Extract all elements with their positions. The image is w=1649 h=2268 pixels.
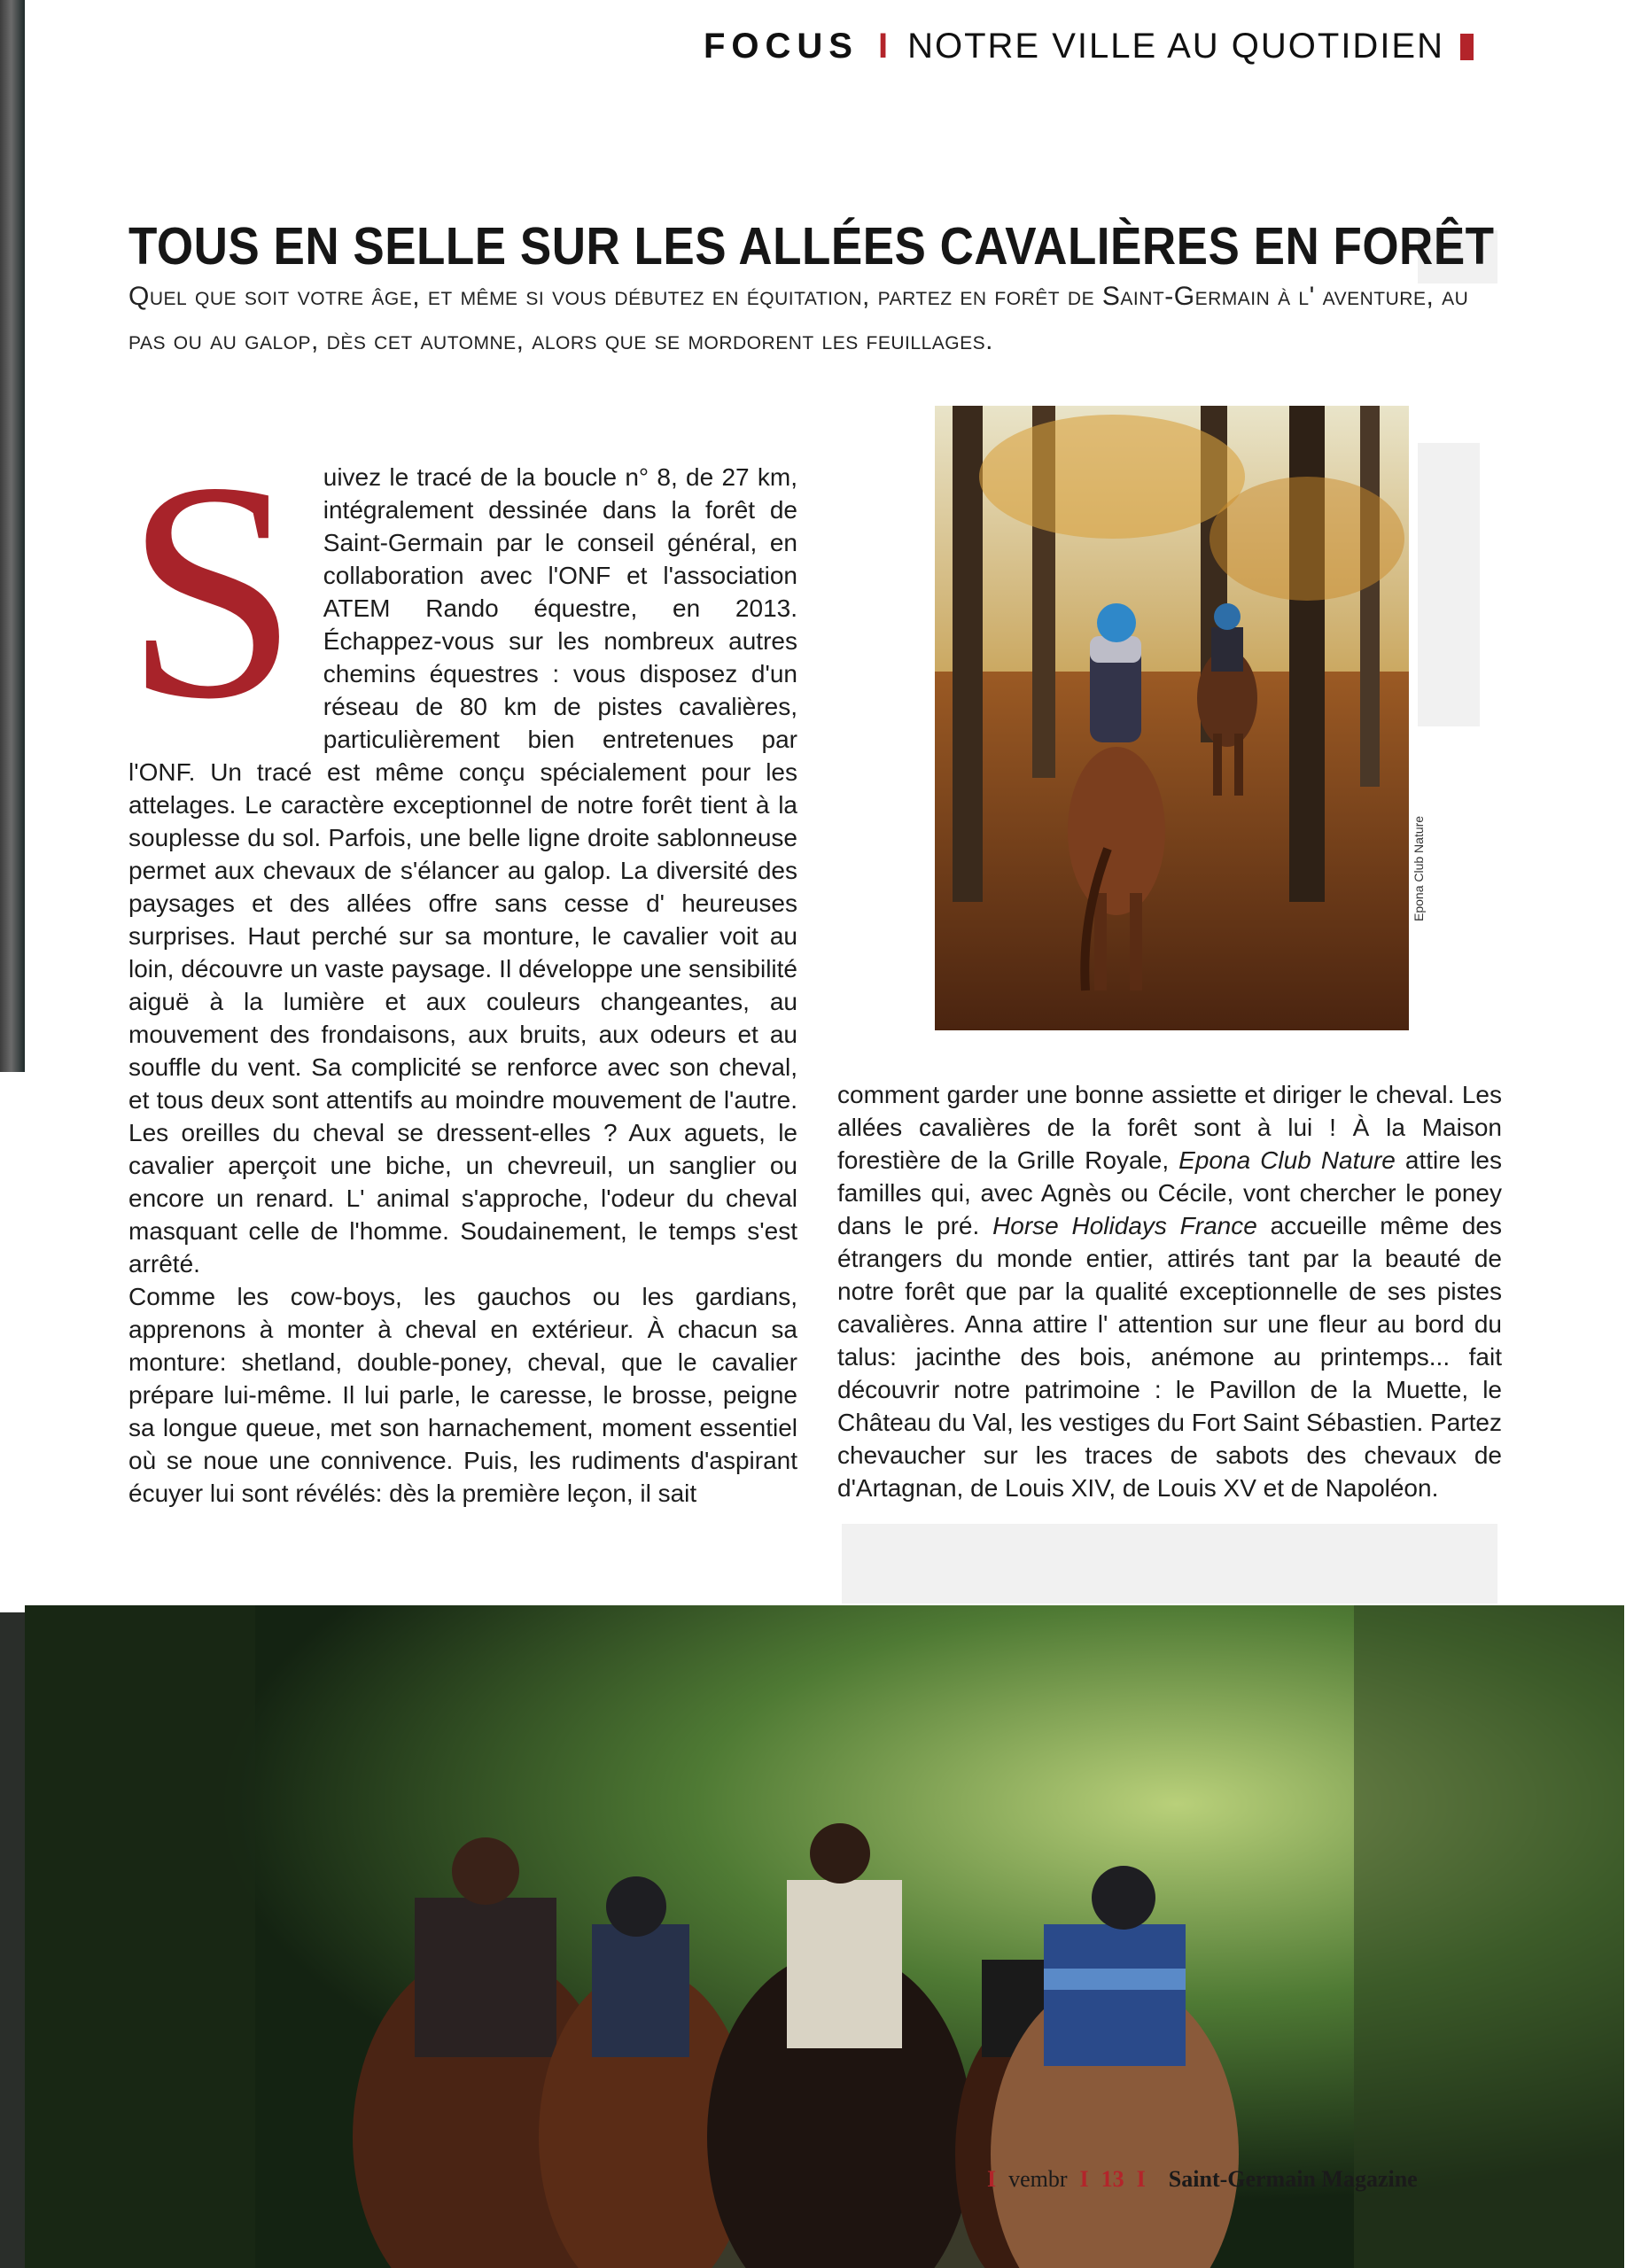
photo-credit: Epona Club Nature (1412, 815, 1426, 921)
photo-children-riding-ponies-autumn-forest (935, 406, 1409, 1030)
running-head (704, 27, 1474, 66)
article-paragraph-2: Comme les cow-boys, les gauchos ou les gardians, apprenons à monter à cheval en extérieur. À chacun sa monture: shetland, double-poney, cheval, que le cavalier prépare lui-même. Il lui parle, le caresse, le brosse, peigne sa longue queue, met son harnachement, moment essentiel où se noue une connivence. Puis, les rudiments d'aspirant écuyer lui sont révélés: dès la première leçon, il sait (128, 1283, 797, 1507)
page-footer (975, 2166, 1418, 2193)
holiday-name: Horse Holidays France (992, 1212, 1257, 1239)
section-topic: NOTRE VILLE AU QUOTIDIEN (907, 27, 1444, 66)
right-col-end: accueille même des étrangers du monde entier, attirés tant par la beauté de notre forêt que par la qualité exceptionnelle de ses pistes cavalières. Anna attire l' attention sur une fleur au bord du talus: jacinthe des bois, anémone au printemps... fait découvrir notre patrimoine : le Pavillon de la Muette, le Château du Val, les vestiges du Fort Saint Sébastien. Partez chevaucher sur les traces de sabots des chevaux de d'Artagnan, de Louis XIV, de Louis XV et de Napoléon. (837, 1212, 1502, 1502)
article-deck: Quel que soit votre âge, et même si vous débutez en équitation, partez en forêt de Saint-Germain à l' aventure, au pas ou au galop, dès cet automne, alors que se mordorent les feuillages. (128, 282, 1469, 355)
footer-month: vembr (1008, 2166, 1068, 2192)
section-divider: I (877, 27, 891, 66)
footer-divider: I (1136, 2166, 1146, 2192)
right-col-mid: attire les familles qui, avec Agnès ou Cécile, vont chercher le poney dans le pré. (837, 1146, 1502, 1239)
footer-divider: I (987, 2166, 997, 2192)
section-marker-square (1460, 34, 1474, 60)
article-paragraph-1: uivez le tracé de la boucle n° 8, de 27 km, intégralement dessinée dans la forêt de Saint-Germain par le conseil général, en collaboration avec l'ONF et l'association ATEM Rando équestre, en 2013. Échappez-vous sur les nombreux autres chemins équestres : vous disposez d'un réseau de 80 km de pistes cavalières, particulièrement bien entretenues par l'ONF. Un tracé est même conçu spécialement pour les attelages. Le caractère exceptionnel de notre forêt tient à la souplesse du sol. Parfois, une belle ligne droite sablonneuse permet aux chevaux de s'élancer au galop. La diversité des paysages et des allées offre sans cesse d' heureuses surprises. Haut perché sur sa monture, le cavalier voit au loin, découvre un vaste paysage. Il développe une sensibilité aiguë à la lumière et aux couleurs changeantes, au mouvement des frondaisons, aux bruits, aux odeurs et au souffle du vent. Sa complicité se renforce avec son cheval, et tous deux sont attentifs au moindre mouvement de l'autre. Les oreilles du cheval se dressent-elles ? Aux aguets, le cavalier aperçoit une biche, un chevreuil, un sanglier ou encore un renard. L' animal s'approche, l'odeur du cheval masquant celle de l'homme. Soudainement, le temps s'est arrêté. (128, 463, 797, 1278)
article-headline: TOUS EN SELLE SUR LES ALLÉES CAVALIÈRES EN FORÊT (128, 217, 1495, 276)
article-paragraph-3 (837, 1078, 1502, 1504)
article-column-left (125, 418, 797, 1510)
adjacent-page-edge (0, 0, 25, 1072)
article-column-right (837, 1078, 1502, 1504)
magazine-name: Saint-Germain Magazine (1168, 2166, 1418, 2192)
drop-cap: S (125, 418, 299, 764)
page-number: 13 (1101, 2166, 1124, 2192)
section-label: FOCUS (703, 27, 859, 66)
club-name: Epona Club Nature (1178, 1146, 1396, 1174)
footer-divider: I (1079, 2166, 1089, 2192)
showthrough-text (842, 1524, 1497, 1604)
adjacent-page-edge-lower (0, 1612, 25, 2268)
showthrough-text (1418, 443, 1480, 726)
right-col-lead: comment garder une bonne assiette et diriger le cheval. Les allées cavalières de la forêt sont à lui ! À la Maison forestière de la Grille Royale, (837, 1081, 1502, 1174)
